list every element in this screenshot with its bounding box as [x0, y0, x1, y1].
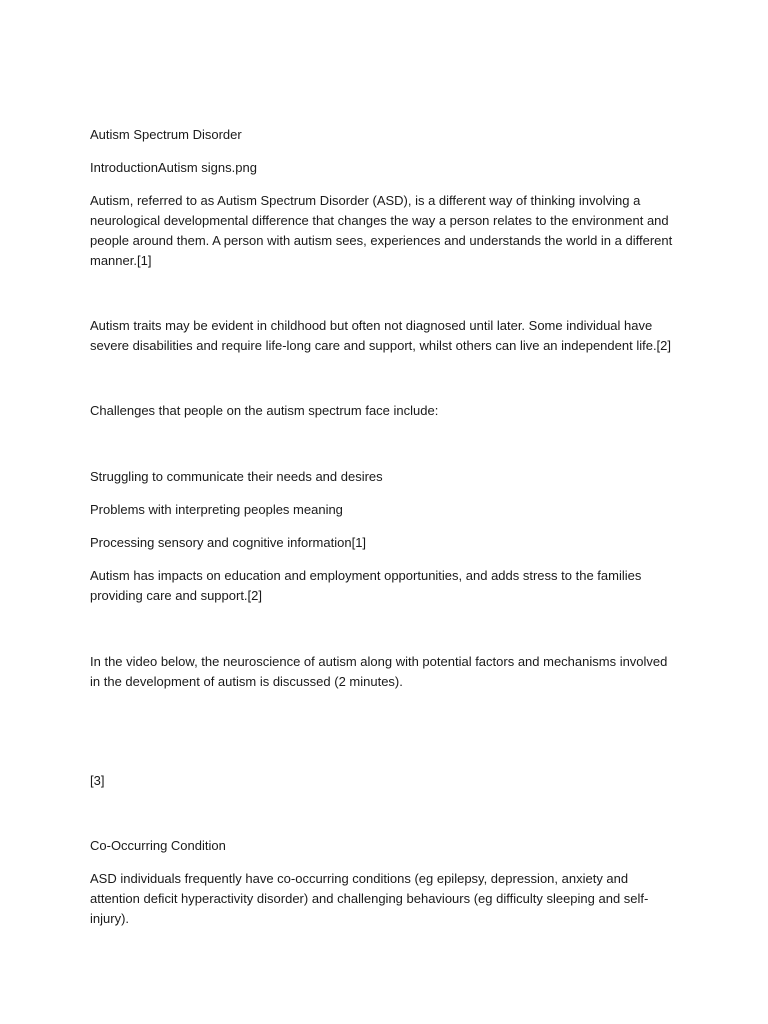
- paragraph-definition: Autism, referred to as Autism Spectrum Disorder (ASD), is a different way of thinking involving a neurological developmental difference that changes the way a person relates to the environment and people around them. A person with autism sees, experiences and understands the world in a different manner.[1]: [90, 193, 673, 268]
- challenge-item: Processing sensory and cognitive information[1]: [90, 535, 367, 550]
- challenges-intro: Challenges that people on the autism spectrum face include:: [90, 403, 439, 418]
- document-title: Autism Spectrum Disorder: [90, 127, 242, 142]
- challenge-item: Struggling to communicate their needs and desires: [90, 469, 383, 484]
- intro-heading: IntroductionAutism signs.png: [90, 160, 257, 175]
- paragraph-traits: Autism traits may be evident in childhood but often not diagnosed until later. Some individual have severe disabilities and require life-long care and support, whilst others can live an independent life.[2]: [90, 318, 672, 353]
- paragraph-video: In the video below, the neuroscience of autism along with potential factors and mechanisms involved in the development of autism is discussed (2 minutes).: [90, 654, 668, 689]
- paragraph-cooccurring: ASD individuals frequently have co-occurring conditions (eg epilepsy, depression, anxiety and attention deficit hyperactivity disorder) and challenging behaviours (eg difficulty sleeping and self-injury).: [90, 871, 649, 926]
- cooccurring-heading: Co-Occurring Condition: [90, 838, 226, 853]
- video-citation: [3]: [90, 773, 105, 788]
- paragraph-impacts: Autism has impacts on education and employment opportunities, and adds stress to the families providing care and support.[2]: [90, 568, 642, 603]
- challenge-item: Problems with interpreting peoples meaning: [90, 502, 343, 517]
